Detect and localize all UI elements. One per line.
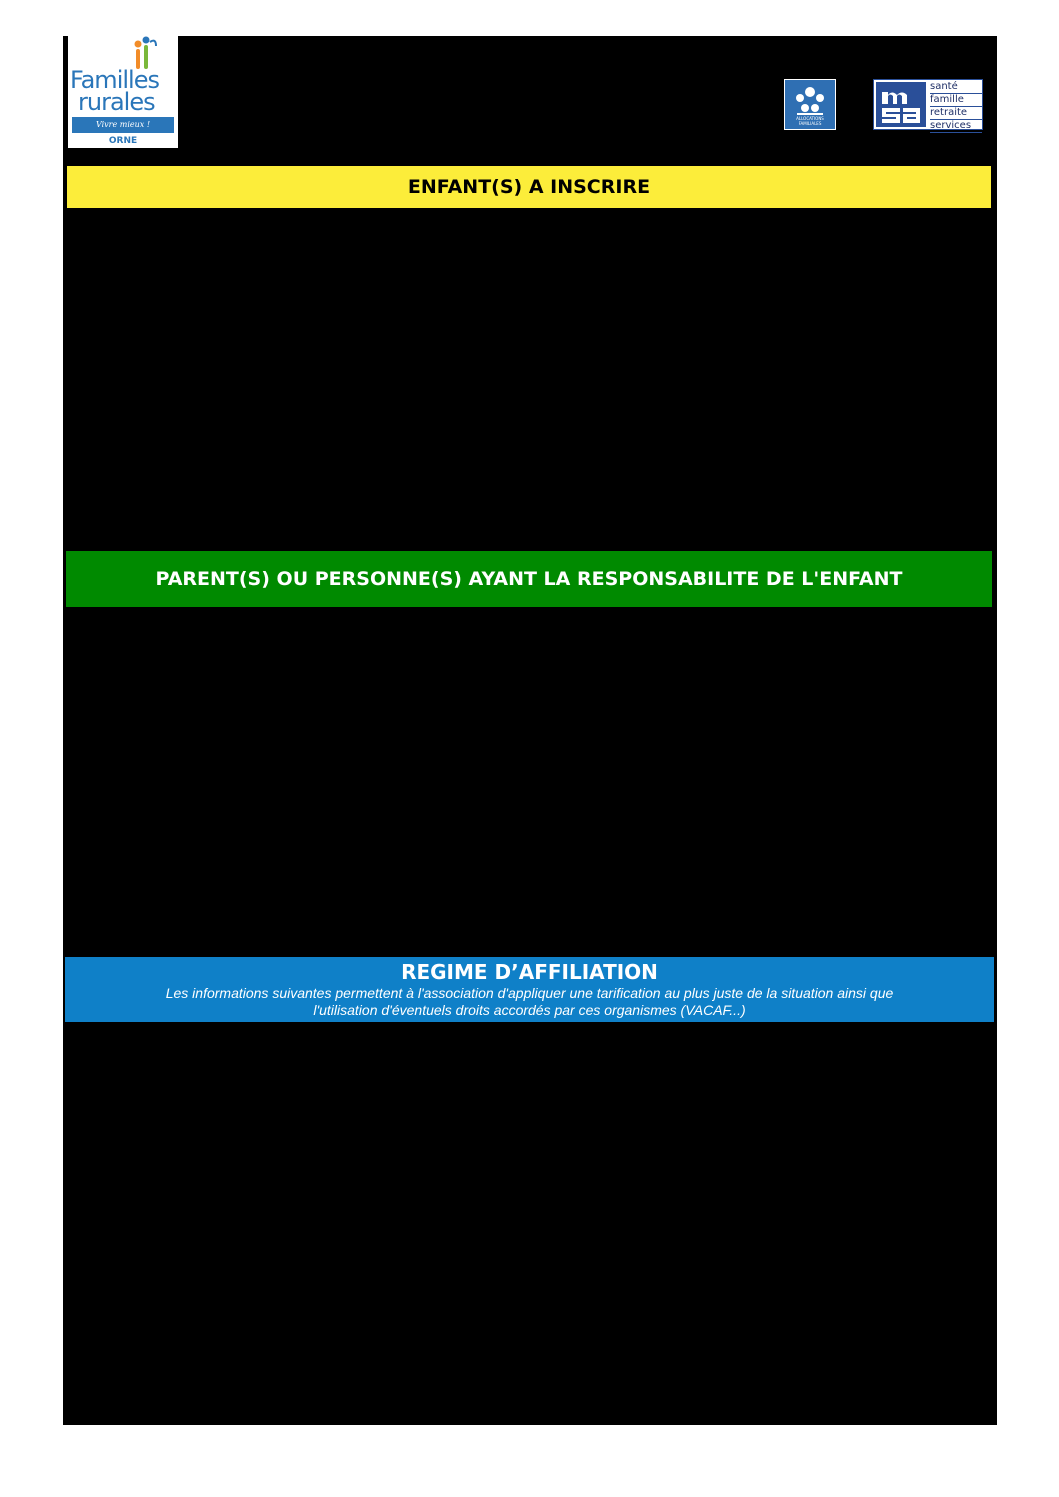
familles-rurales-word2: rurales	[78, 88, 155, 116]
affiliation-description-line2: l'utilisation d'éventuels droits accordés par ces organismes (VACAF...)	[313, 1002, 746, 1018]
familles-rurales-logo	[68, 36, 178, 148]
familles-rurales-region: ORNE	[108, 136, 138, 146]
familles-rurales-tagline: Vivre mieux !	[72, 117, 174, 133]
msa-line-3: retraite	[930, 107, 982, 120]
affiliation-description-line1: Les informations suivantes permettent à l'association d'appliquer une tarification au plus juste de la situation ainsi que	[165, 985, 894, 1001]
familles-rurales-word1: Familles	[70, 66, 159, 94]
section-header-affiliation	[65, 957, 994, 1022]
section-header-parents: PARENT(S) OU PERSONNE(S) AYANT LA RESPONSABILITE DE L'ENFANT	[66, 551, 992, 607]
caf-logo	[784, 79, 836, 130]
msa-line-1: santé	[930, 81, 982, 94]
msa-monogram-icon	[876, 82, 926, 127]
msa-line-4: services	[930, 120, 982, 133]
msa-line-2: famille	[930, 94, 982, 107]
msa-logo	[873, 79, 983, 130]
affiliation-title: REGIME D’AFFILIATION	[401, 960, 658, 984]
caf-logo-text: ALLOCATIONS FAMILIALES	[796, 116, 824, 126]
section-header-children: ENFANT(S) A INSCRIRE	[67, 166, 991, 208]
caf-family-icon	[785, 82, 835, 120]
form-page-body	[63, 36, 997, 1425]
msa-taglines	[930, 81, 982, 133]
